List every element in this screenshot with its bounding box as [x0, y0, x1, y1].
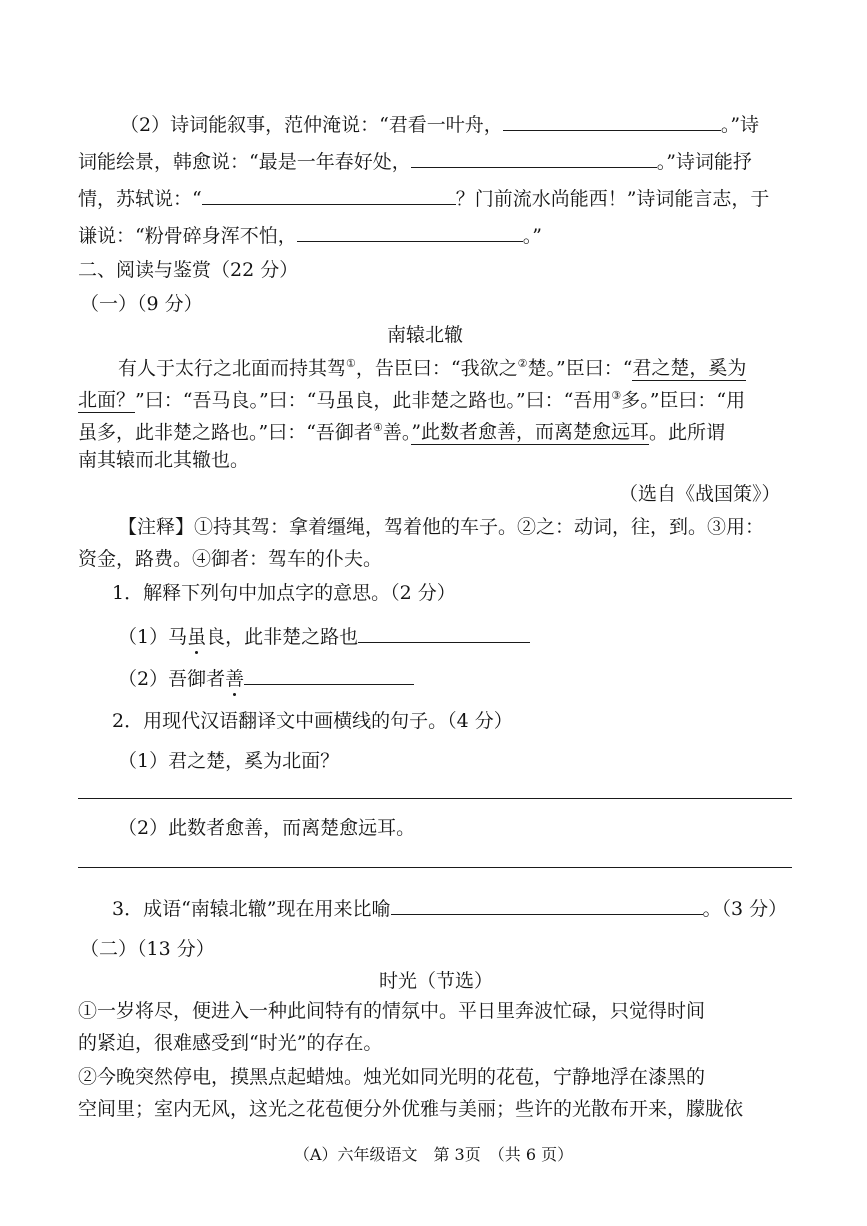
dotted-character: 善: [225, 668, 245, 690]
poetry-text: 。”诗: [720, 114, 760, 136]
question-text: 3．成语“南辕北辙”现在用来比喻: [112, 898, 391, 920]
passage-text: 虽多，此非楚之路也。”曰：“吾御者: [78, 421, 373, 444]
underlined-sentence: 北面？: [78, 389, 136, 412]
poetry-line-3: [78, 184, 769, 212]
part-heading: （一）（9 分）: [80, 293, 203, 315]
section-heading: 二、阅读与鉴赏（22 分）: [78, 259, 299, 281]
footnote-marker: ③: [611, 389, 622, 402]
page-footer: （A）六年级语文 第 3页 （共 6 页）: [293, 1145, 574, 1164]
question-2: 2．用现代汉语翻译文中画横线的句子。（4 分）: [112, 710, 513, 732]
annotation-line: 【注释】①持其驾：拿着缰绳，驾着他的车子。②之：动词，往，到。③用：: [118, 516, 765, 538]
passage-line: [78, 415, 725, 445]
dotted-character: 虽: [187, 626, 207, 648]
source-citation: （选自《战国策》）: [619, 483, 781, 505]
answer-blank[interactable]: [411, 147, 657, 168]
poetry-line-4: [78, 221, 542, 249]
poetry-text: 。”诗词能抒: [656, 151, 752, 173]
poetry-line-1: [120, 110, 759, 138]
passage-text: ”曰：“吾马良。”曰：“马虽良，此非楚之路也。”曰：“吾用: [135, 389, 612, 412]
passage-title: 时光（节选）: [379, 970, 494, 992]
passage-line: 南其辕而北其辙也。: [78, 449, 250, 471]
answer-blank[interactable]: [244, 664, 414, 685]
passage-line: 空间里；室内无风，这光之花苞便分外优雅与美丽；些许的光散布开来，朦胧依: [78, 1098, 744, 1120]
poetry-text: 词能绘景，韩愈说：“最是一年春好处，: [78, 151, 411, 173]
passage-line: [118, 351, 746, 381]
answer-line[interactable]: [78, 867, 792, 868]
poetry-text: 情，苏轼说：“: [78, 188, 202, 210]
question-3: [112, 894, 787, 922]
passage-text: 有人于太行之北面而持其驾: [118, 357, 347, 380]
poetry-line-2: [78, 147, 752, 175]
answer-blank[interactable]: [358, 622, 530, 643]
passage-line: ①一岁将尽，便进入一种此间特有的情氛中。平日里奔波忙碌，只觉得时间: [78, 1000, 706, 1022]
footnote-marker: ②: [517, 357, 528, 370]
question-1-1: [118, 622, 530, 650]
poetry-text: （2）诗词能叙事，范仲淹说：“君看一叶舟，: [120, 114, 503, 136]
footnote-marker: ①: [346, 357, 356, 370]
answer-blank[interactable]: [297, 221, 523, 242]
question-1-2: [118, 664, 414, 692]
poetry-text: 谦说：“粉骨碎身浑不怕，: [78, 225, 297, 247]
question-text: 。（3 分）: [702, 898, 788, 920]
passage-line: 的紧迫，很难感受到“时光”的存在。: [78, 1032, 383, 1054]
question-1: 1．解释下列句中加点字的意思。（2 分）: [112, 582, 456, 604]
question-2-1: （1）君之楚，奚为北面？: [118, 750, 340, 772]
poetry-text: ？门前流水尚能西！”诗词能言志，于: [455, 188, 770, 210]
underlined-sentence: ”此数者愈善，而离楚愈远耳: [411, 421, 650, 444]
answer-blank[interactable]: [391, 894, 703, 915]
question-2-2: （2）此数者愈善，而离楚愈远耳。: [118, 817, 416, 839]
answer-line[interactable]: [78, 798, 792, 799]
footnote-marker: ④: [372, 421, 383, 434]
answer-blank[interactable]: [202, 184, 456, 205]
question-text: 良，此非楚之路也: [206, 626, 359, 648]
passage-text: ，告臣曰：“我欲之: [355, 357, 518, 380]
part-heading: （二）（13 分）: [80, 938, 215, 960]
answer-blank[interactable]: [503, 110, 721, 131]
question-text: （1）马: [118, 626, 188, 648]
passage-text: 多。”臣曰：“用: [621, 389, 746, 412]
passage-line: ②今晚突然停电，摸黑点起蜡烛。烛光如同光明的花苞，宁静地浮在漆黑的: [78, 1066, 706, 1088]
poetry-text: 。”: [522, 225, 542, 247]
underlined-sentence: 君之楚，奚为: [632, 357, 747, 380]
question-text: （2）吾御者: [118, 668, 226, 690]
passage-line: [78, 383, 745, 413]
passage-text: 。此所谓: [649, 421, 726, 444]
passage-text: 善。: [382, 421, 412, 444]
passage-text: 楚。”臣曰：“: [527, 357, 633, 380]
annotation-line: 资金，路费。④御者：驾车的仆夫。: [78, 548, 383, 570]
passage-title: 南辕北辙: [387, 324, 464, 346]
